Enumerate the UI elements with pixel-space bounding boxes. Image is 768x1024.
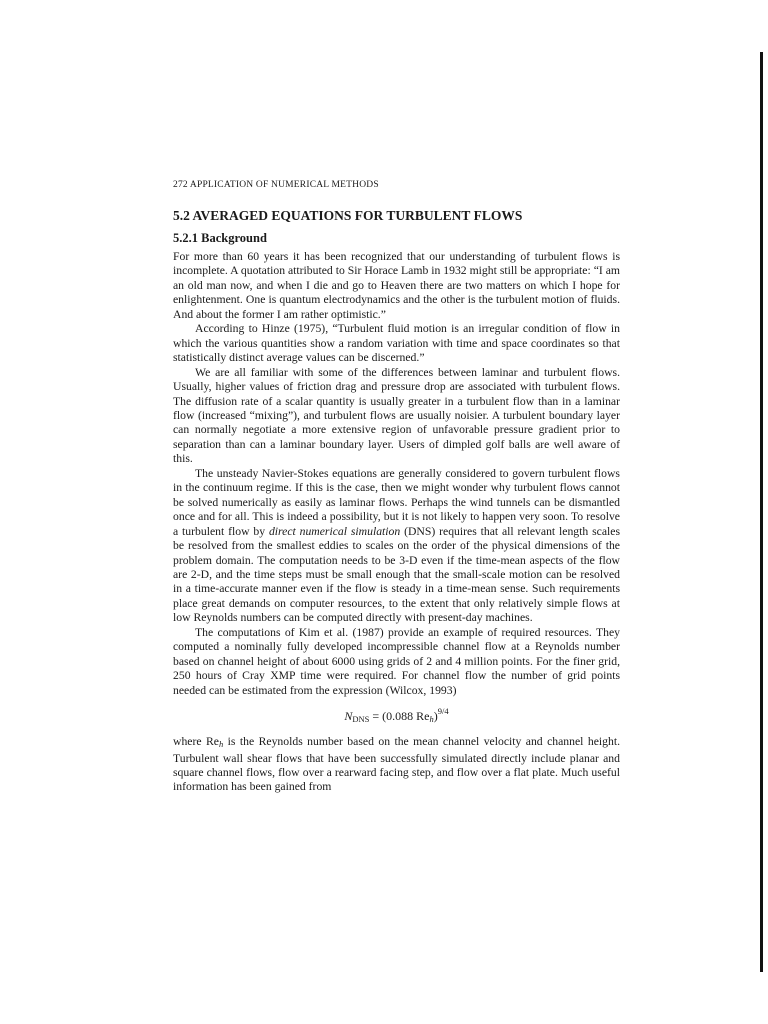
running-head: 272 APPLICATION OF NUMERICAL METHODS xyxy=(173,180,379,190)
reynolds-text-after: is the Reynolds number based on the mean channel velocity and channel height. Turbulent wall shear flows that have been successfully simulated directly include planar and square channel flows, flow over a rearward facing step, and flow over a flat plate. Much useful information has been gained from xyxy=(173,735,620,794)
reynolds-subscript: h xyxy=(218,739,224,750)
equation-rhs-subscript: h xyxy=(429,714,434,725)
dns-text-before: The unsteady Navier-Stokes equations are generally considered to govern turbulent flows in the continuum regime. If this is the case, then we might wonder why turbulent flows cannot be solved numerically as easily as laminar flows. Perhaps the wind tunnels can be dismantled once and for all. This is indeed a possibility, but it is not likely to happen very soon. To resolve a turbulent flow by xyxy=(173,466,620,538)
section-title: 5.2 AVERAGED EQUATIONS FOR TURBULENT FLOWS xyxy=(173,208,523,223)
equation-rhs-close: ) xyxy=(433,709,438,724)
paragraph-kim-computations: The computations of Kim et al. (1987) provide an example of required resources. They computed a nominally fully developed incompressible channel flow at a Reynolds number based on channel height of about 6000 using grids of 2 and 4 million points. For the finer grid, 250 hours of Cray XMP time were required. For channel flow the number of grid points needed can be estimated from the expression (Wilcox, 1993) xyxy=(173,625,620,697)
paragraph-lamb-quote: For more than 60 years it has been recognized that our understanding of turbulent flows is incomplete. A quotation attributed to Sir Horace Lamb in 1932 might still be appropriate: “I am an old man now, and when I die and go to Heaven there are two matters on which I hope for enlightenment. One is quantum electrodynamics and the other is the turbulent motion of fluids. And about the former I am rather optimistic.” xyxy=(173,250,620,321)
equation-rhs-open: = (0.088 Re xyxy=(369,709,430,724)
equation-lhs-subscript: DNS xyxy=(352,714,370,725)
subsection-title: 5.2.1 Background xyxy=(173,231,267,245)
paragraph-hinze-definition: According to Hinze (1975), “Turbulent fluid motion is an irregular condition of flow in which the various quantities show a random variation with time and space coordinates so that statistically distinct average values can be discerned.” xyxy=(173,322,620,365)
dns-emphasis: direct numerical simulation xyxy=(268,524,401,538)
paragraph-laminar-vs-turbulent: We are all familiar with some of the differences between laminar and turbulent flows. Usually, higher values of friction drag and pressure drop are associated with turbulent flows. The diffusion rate of a scalar quantity is usually greater in a turbulent flow than in a laminar flow (increased “mixing”), and turbulent flows are usually noisier. A turbulent boundary layer can normally negotiate a more extensive region of unfavorable pressure gradient prior to separation than can a laminar boundary layer. Users of dimpled golf balls are well aware of this. xyxy=(173,365,620,466)
book-page xyxy=(173,178,620,795)
equation-ndns xyxy=(173,698,620,735)
reynolds-text-before: where Re xyxy=(173,735,219,749)
paragraph-navier-stokes-dns xyxy=(173,467,620,626)
equation-lhs: N xyxy=(344,709,353,724)
equation-exponent: 9/4 xyxy=(437,706,449,717)
dns-text-after: (DNS) requires that all relevant length scales be resolved from the smallest eddies to scales on the order of the physical dimensions of the problem domain. The computation needs to be 3-D even if the time-mean aspects of the flow are 2-D, and the time steps must be small enough that the small-scale motion can be resolved in a time-accurate manner even if the flow is steady in a time-mean sense. Such requirements place great demands on computer resources, to the extent that only relatively simple flows at low Reynolds numbers can be computed directly with present-day machines. xyxy=(173,524,621,625)
page-edge-bar xyxy=(760,52,763,972)
paragraph-reynolds-definition xyxy=(173,735,620,795)
